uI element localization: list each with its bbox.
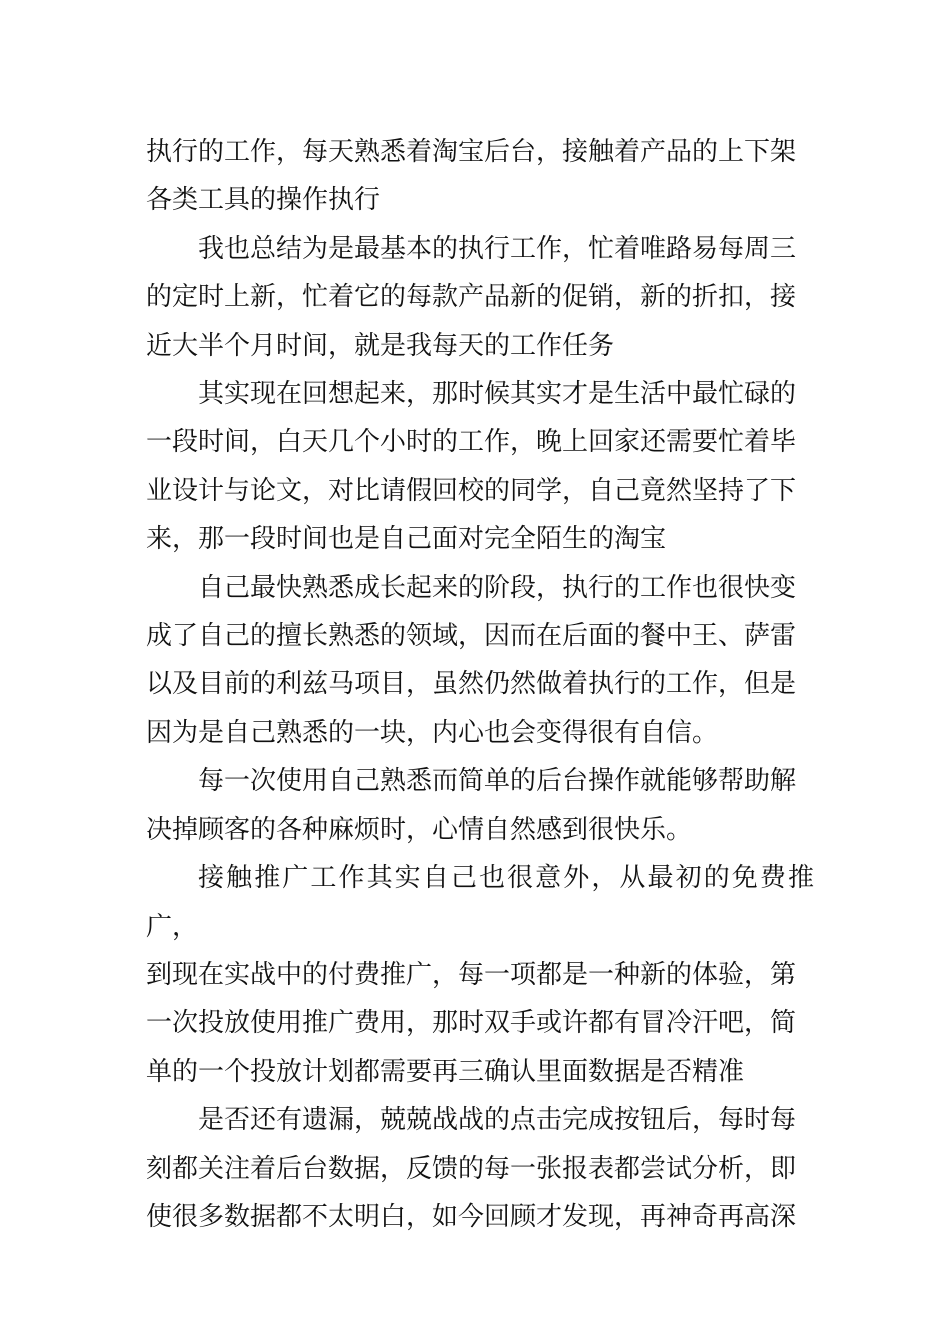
paragraph [146, 854, 814, 1096]
text-line: 因为是自己熟悉的一块，内心也会变得很有自信。 [146, 717, 719, 748]
text-line: 近大半个月时间，就是我每天的工作任务 [146, 330, 615, 361]
text-line: 其实现在回想起来，那时候其实才是生活中最忙碌的 [198, 379, 797, 410]
text-line: 以及目前的利兹马项目，虽然仍然做着执行的工作，但是 [146, 669, 797, 700]
text-line: 一次投放使用推广费用，那时双手或许都有冒冷汗吧，简 [146, 1008, 797, 1039]
paragraph [146, 225, 814, 370]
text-line: 我也总结为是最基本的执行工作，忙着唯路易每周三 [198, 233, 797, 264]
text-line: 是否还有遗漏，兢兢战战的点击完成按钮后，每时每 [198, 1105, 797, 1136]
paragraph [146, 564, 814, 758]
text-line: 刻都关注着后台数据，反馈的每一张报表都尝试分析，即 [146, 1153, 797, 1184]
text-line: 业设计与论文，对比请假回校的同学，自己竟然坚持了下 [146, 475, 797, 506]
paragraph [146, 370, 814, 564]
text-line: 的定时上新，忙着它的每款产品新的促销，新的折扣，接 [146, 282, 797, 313]
text-line: 每一次使用自己熟悉而简单的后台操作就能够帮助解 [198, 766, 797, 797]
text-line: 执行的工作，每天熟悉着淘宝后台，接触着产品的上下架 [146, 137, 797, 167]
text-line: 使很多数据都不太明白，如今回顾才发现，再神奇再高深 [146, 1201, 797, 1232]
paragraph [146, 128, 814, 225]
paragraph [146, 1096, 814, 1241]
text-line: 单的一个投放计划都需要再三确认里面数据是否精准 [146, 1056, 745, 1087]
paragraph [146, 757, 814, 854]
text-line: 到现在实战中的付费推广，每一项都是一种新的体验，第 [146, 959, 797, 990]
document-body [146, 128, 814, 1241]
text-line: 来，那一段时间也是自己面对完全陌生的淘宝 [146, 524, 667, 555]
text-line: 各类工具的操作执行 [146, 185, 381, 216]
text-line: 自己最快熟悉成长起来的阶段，执行的工作也很快变 [198, 572, 797, 603]
text-line: 接触推广工作其实自己也很意外，从最初的免费推广， [146, 863, 814, 942]
text-line: 成了自己的擅长熟悉的领域，因而在后面的餐中王、萨雷 [146, 621, 797, 652]
text-line: 决掉顾客的各种麻烦时，心情自然感到很快乐。 [146, 814, 693, 845]
text-line: 一段时间，白天几个小时的工作，晚上回家还需要忙着毕 [146, 427, 797, 458]
